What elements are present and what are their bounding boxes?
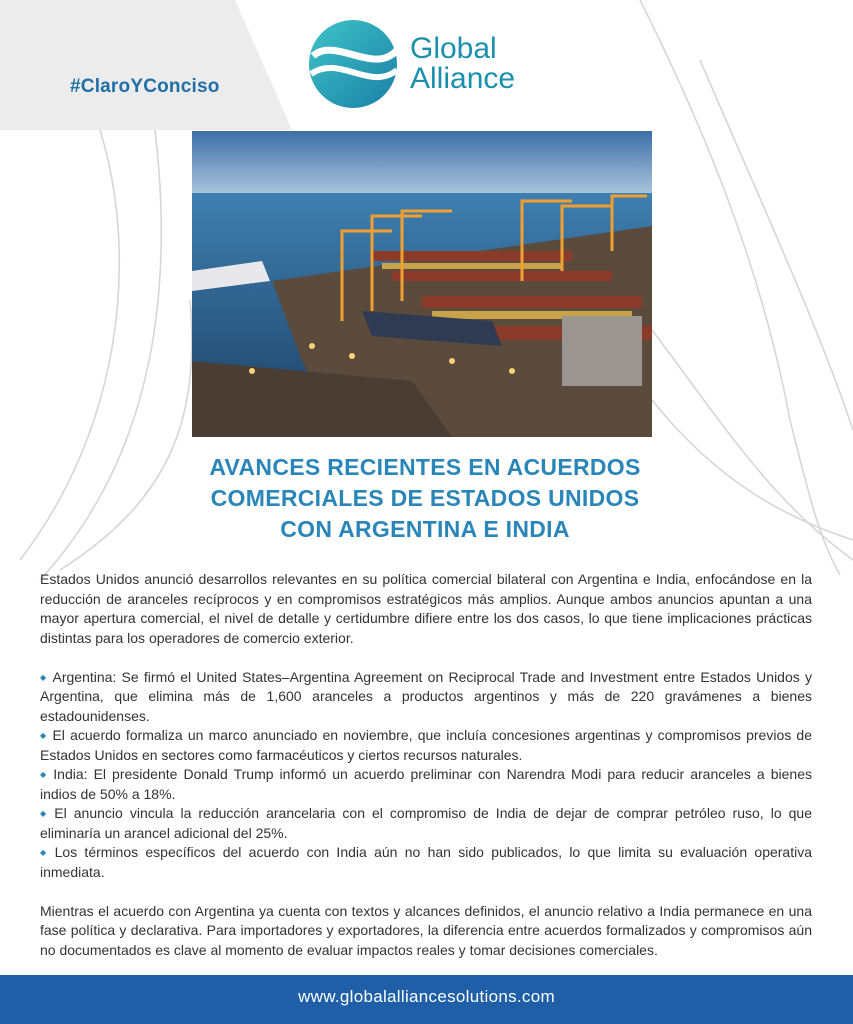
logo-wordmark xyxy=(410,34,515,94)
footer-bar xyxy=(0,975,853,1024)
title-line-3: CON ARGENTINA E INDIA xyxy=(280,516,570,542)
bullet-framework: ◆ El acuerdo formaliza un marco anunciado en noviembre, que incluía concesiones argentinas y compromisos previos de Estados Unidos en sectores como farmacéuticos y ciertos recursos naturales. xyxy=(40,726,812,765)
website-link[interactable]: www.globalalliancesolutions.com xyxy=(298,987,555,1006)
title-line-1: AVANCES RECIENTES EN ACUERDOS xyxy=(209,454,641,480)
logo-line-2: Alliance xyxy=(410,62,516,95)
bullet-russian-oil: ◆ El anuncio vincula la reducción arancelaria con el compromiso de India de dejar de comprar petróleo ruso, lo que eliminaría un arancel adicional del 25%. xyxy=(40,804,812,843)
intro-paragraph: Estados Unidos anunció desarrollos relevantes en su política comercial bilateral con Argentina e India, enfocándose en la reducción de aranceles recíprocos y en compromisos estratégicos más amplios. Aunque ambos anuncios apuntan a una mayor apertura comercial, el nivel de detalle y certidumbre difiere entre los dos casos, lo que tiene implicaciones prácticas distintas para los operadores de comercio exterior. xyxy=(40,571,812,646)
article-body xyxy=(40,570,812,960)
port-photo xyxy=(192,131,652,437)
title-line-2: COMERCIALES DE ESTADOS UNIDOS xyxy=(210,485,640,511)
bullet-argentina: ◆ Argentina: Se firmó el United States–Argentina Agreement on Reciprocal Trade and Investment entre Estados Unidos y Argentina, que elimina más de 1,600 aranceles a productos argentinos y más de 220 gravámenes a bienes estadounidenses. xyxy=(40,668,812,727)
bullet-india: ◆ India: El presidente Donald Trump informó un acuerdo preliminar con Narendra Modi para reducir aranceles a bienes indios de 50% a 18%. xyxy=(40,765,812,804)
page-title xyxy=(150,452,700,545)
hashtag-label: #ClaroYConciso xyxy=(70,76,220,97)
logo-line-1: Global xyxy=(410,32,497,65)
closing-paragraph: Mientras el acuerdo con Argentina ya cuenta con textos y alcances definidos, el anuncio relativo a India permanece en una fase política y declarativa. Para importadores y exportadores, la diferencia entre acuerdos formalizados y compromisos aún no documentados es clave al momento de evaluar impactos reales y tomar decisiones comerciales. xyxy=(40,902,812,958)
bullet-terms: ◆ Los términos específicos del acuerdo con India aún no han sido publicados, lo que limita su evaluación operativa inmediata. xyxy=(40,843,812,882)
